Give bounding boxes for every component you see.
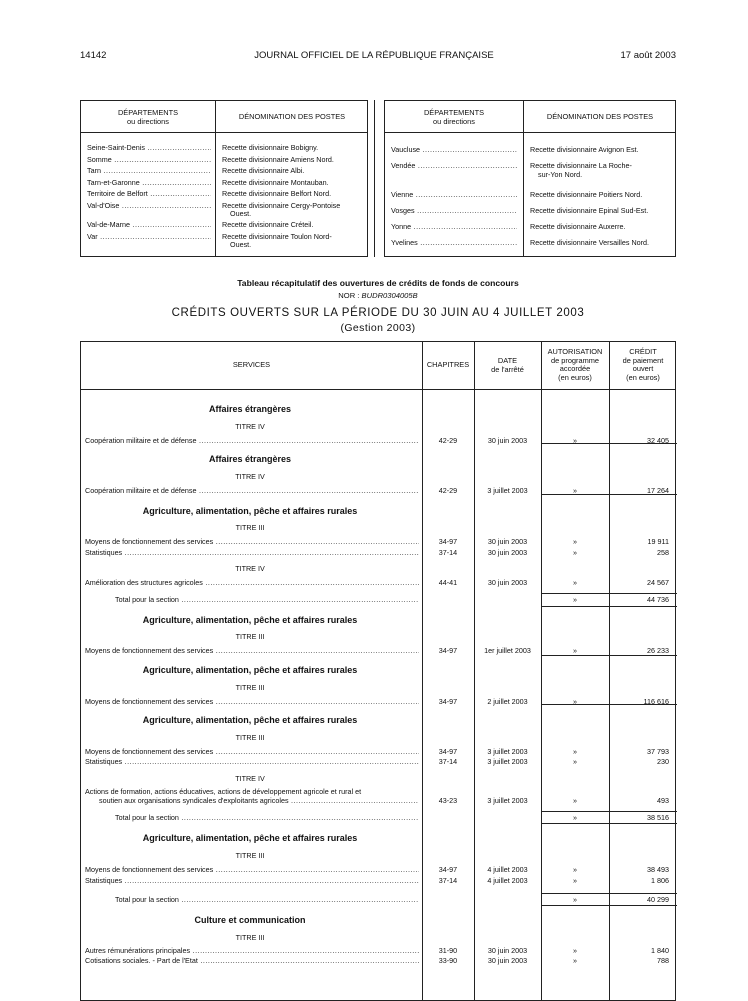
poste-denomination-cont: Ouest. [230, 209, 252, 219]
credit-value: 38 493 [647, 865, 669, 874]
titre-label: TITRE III [235, 632, 265, 641]
service-label: Moyens de fonctionnement des services ..... [85, 698, 419, 707]
autorisation-value: » [573, 486, 577, 495]
credit-value: 258 [657, 548, 669, 557]
main-title: CRÉDITS OUVERTS SUR LA PÉRIODE DU 30 JUIN AU 4 JUILLET 2003 [171, 307, 585, 319]
dept-name: Yonne ..... [391, 223, 517, 232]
poste-denomination: Recette divisionnaire Amiens Nord. [222, 154, 334, 164]
credit-value: 788 [657, 956, 669, 965]
credits-table [80, 341, 676, 1001]
credit-value: 1 806 [651, 876, 669, 885]
poste-denomination: Recette divisionnaire Poitiers Nord. [530, 190, 643, 199]
dept-name: Val-d'Oise ..... [87, 202, 211, 211]
service-label: Statistiques ..... [85, 877, 419, 886]
chapitre-code: 37-14 [438, 548, 458, 557]
section-name: Agriculture, alimentation, pêche et affaires rurales [142, 506, 358, 516]
service-label: Coopération militaire et de défense ..... [85, 437, 419, 446]
autorisation-value: » [573, 865, 577, 874]
poste-denomination: Recette divisionnaire Belfort Nord. [222, 189, 332, 198]
arrete-date: 3 juillet 2003 [487, 757, 528, 766]
chapitres-header: CHAPITRES [426, 360, 470, 369]
service-label: Statistiques ..... [85, 758, 419, 767]
dept-name: Vosges ..... [391, 207, 517, 216]
section-total-label: Total pour la section ..... [115, 596, 419, 605]
chapitre-code: 34-97 [438, 697, 458, 706]
service-label: Autres rémunérations principales ..... [85, 947, 419, 956]
chapitre-code: 34-97 [438, 865, 458, 874]
autorisation-value: » [573, 946, 577, 955]
section-name: Agriculture, alimentation, pêche et affaires rurales [142, 665, 358, 675]
autorisation-value: » [573, 436, 577, 445]
column-divider [374, 100, 375, 257]
recap-title: Tableau récapitulatif des ouvertures de crédits de fonds de concours [237, 278, 519, 288]
section-name: Affaires étrangères [208, 454, 292, 464]
service-label: Moyens de fonctionnement des services ..... [85, 866, 419, 875]
arrete-date: 30 juin 2003 [487, 537, 528, 546]
dept-name: Val-de-Marne ..... [87, 221, 211, 230]
credit-value: 32 405 [647, 436, 669, 445]
titre-label: TITRE III [235, 683, 265, 692]
total-credit: 40 299 [647, 895, 669, 904]
chapitre-code: 34-97 [438, 646, 458, 655]
section-name: Culture et communication [194, 915, 306, 925]
arrete-date: 4 juillet 2003 [487, 876, 528, 885]
section-name: Agriculture, alimentation, pêche et affaires rurales [142, 715, 358, 725]
total-credit: 44 736 [647, 595, 669, 604]
poste-denomination-cont: Ouest. [230, 240, 252, 250]
service-label: Moyens de fonctionnement des services ..... [85, 647, 419, 656]
poste-denomination: Recette divisionnaire Avignon Est. [530, 145, 639, 154]
chapitre-code: 42-29 [438, 436, 458, 445]
titre-label: TITRE IV [235, 774, 265, 783]
total-rule [541, 811, 677, 812]
titre-label: TITRE III [235, 851, 265, 860]
section-total-label: Total pour la section ..... [115, 896, 419, 905]
dept-name: Vienne ..... [391, 191, 517, 200]
services-header: SERVICES [232, 360, 271, 369]
arrete-date: 30 juin 2003 [487, 946, 528, 955]
postes-table-left [80, 100, 368, 257]
section-name: Agriculture, alimentation, pêche et affaires rurales [142, 615, 358, 625]
total-credit: 38 516 [647, 813, 669, 822]
poste-denomination: Recette divisionnaire Bobigny. [222, 143, 319, 152]
poste-denomination: Recette divisionnaire Créteil. [222, 220, 314, 229]
dept-name: Somme ..... [87, 156, 211, 165]
nor-reference: NOR : BUDR0304005B [338, 291, 418, 300]
row-separator [541, 606, 677, 607]
poste-denomination: Recette divisionnaire Toulon Nord- [222, 231, 332, 241]
titre-label: TITRE III [235, 523, 265, 532]
autorisation-value: » [573, 956, 577, 965]
dept-name: Seine-Saint-Denis ..... [87, 144, 211, 153]
service-label: Moyens de fonctionnement des services ..... [85, 538, 419, 547]
postes-table-right [384, 100, 676, 257]
poste-denomination: Recette divisionnaire Cergy-Pontoise [222, 200, 341, 210]
issue-date: 17 août 2003 [620, 50, 676, 61]
poste-denomination: Recette divisionnaire Montauban. [222, 177, 329, 187]
autorisation-value: » [573, 795, 577, 805]
titre-label: TITRE III [235, 733, 265, 742]
arrete-date: 30 juin 2003 [487, 436, 528, 445]
poste-denomination: Recette divisionnaire Epinal Sud-Est. [530, 206, 649, 215]
dept-name: Territoire de Belfort ..... [87, 190, 211, 199]
dept-name: Tarn ..... [87, 167, 211, 176]
autorisation-value: » [573, 697, 577, 706]
autorisation-value: » [573, 747, 577, 756]
autorisation-value: » [573, 646, 577, 655]
total-autorisation: » [573, 813, 577, 822]
chapitre-code: 44-41 [438, 578, 458, 587]
chapitre-code: 43-23 [438, 795, 458, 805]
dept-name: Yvelines ..... [391, 239, 517, 248]
section-name: Agriculture, alimentation, pêche et affaires rurales [142, 833, 358, 843]
total-rule [541, 593, 677, 594]
credit-value: 230 [657, 757, 669, 766]
dept-name: Vendée ..... [391, 162, 517, 171]
section-total-label: Total pour la section ..... [115, 814, 419, 823]
date-header: DATE de l'arrêté [491, 356, 524, 374]
poste-denomination: Recette divisionnaire Versailles Nord. [530, 238, 650, 247]
titre-label: TITRE IV [235, 422, 265, 431]
chapitre-code: 34-97 [438, 537, 458, 546]
arrete-date: 30 juin 2003 [487, 578, 528, 587]
autorisation-value: » [573, 578, 577, 587]
credit-header: CRÉDIT de paiement ouvert (en euros) [622, 347, 664, 382]
credit-value: 1 840 [651, 946, 669, 955]
credit-value: 37 793 [647, 747, 669, 756]
arrete-date: 2 juillet 2003 [487, 697, 528, 706]
autorisation-value: » [573, 537, 577, 546]
autorisation-value: » [573, 757, 577, 766]
row-separator [541, 905, 677, 906]
dept-name: Vaucluse ..... [391, 146, 517, 155]
arrete-date: 3 juillet 2003 [487, 747, 528, 756]
credit-value: 26 233 [647, 646, 669, 655]
service-label: Actions de formation, actions éducatives, actions de développement agricole et rural et [85, 787, 362, 796]
journal-title: JOURNAL OFFICIEL DE LA RÉPUBLIQUE FRANÇAISE [254, 50, 494, 61]
dept-name: Tarn-et-Garonne ..... [87, 179, 211, 188]
credit-value: 17 264 [647, 486, 669, 495]
arrete-date: 30 juin 2003 [487, 548, 528, 557]
chapitre-code: 33-90 [438, 956, 458, 965]
total-rule [541, 893, 677, 894]
service-label: Cotisations sociales. - Part de l'Etat ..... [85, 957, 419, 966]
chapitre-code: 34-97 [438, 747, 458, 756]
autorisation-value: » [573, 548, 577, 557]
page-number: 14142 [80, 50, 107, 61]
chapitre-code: 42-29 [438, 486, 458, 495]
credit-value: 19 911 [647, 537, 669, 546]
total-autorisation: » [573, 595, 577, 604]
col-denom-header: DÉNOMINATION DES POSTES [238, 112, 346, 121]
arrete-date: 3 juillet 2003 [487, 486, 528, 495]
service-label: Statistiques ..... [85, 549, 419, 558]
col-dept-header: DÉPARTEMENTS ou directions [423, 108, 485, 126]
poste-denomination-cont: sur-Yon Nord. [538, 169, 583, 179]
titre-label: TITRE IV [235, 472, 265, 481]
row-separator [541, 823, 677, 824]
chapitre-code: 37-14 [438, 876, 458, 885]
section-name: Affaires étrangères [208, 404, 292, 414]
service-label-cont: soutien aux organisations syndicales d'exploitants agricoles ..... [99, 797, 419, 806]
chapitre-code: 31-90 [438, 946, 458, 955]
credit-value: 116 616 [643, 697, 669, 706]
titre-label: TITRE IV [235, 564, 265, 573]
credit-value: 493 [657, 795, 669, 805]
arrete-date: 30 juin 2003 [487, 956, 528, 965]
chapitre-code: 37-14 [438, 757, 458, 766]
service-label: Amélioration des structures agricoles ..... [85, 579, 419, 588]
credit-value: 24 567 [647, 578, 669, 587]
dept-name: Var ..... [87, 233, 211, 242]
autorisation-value: » [573, 876, 577, 885]
poste-denomination: Recette divisionnaire Auxerre. [530, 222, 626, 231]
col-dept-header: DÉPARTEMENTS ou directions [117, 108, 179, 126]
col-denom-header: DÉNOMINATION DES POSTES [546, 112, 654, 121]
arrete-date: 1er juillet 2003 [484, 646, 531, 655]
total-autorisation: » [573, 895, 577, 904]
poste-denomination: Recette divisionnaire Albi. [222, 166, 305, 175]
arrete-date: 3 juillet 2003 [487, 795, 528, 805]
autorisation-header: AUTORISATION de programme accordée (en euros) [547, 347, 603, 382]
poste-denomination: Recette divisionnaire La Roche- [530, 161, 632, 170]
gestion-year: (Gestion 2003) [340, 322, 416, 334]
titre-label: TITRE III [235, 933, 265, 942]
arrete-date: 4 juillet 2003 [487, 865, 528, 874]
service-label: Coopération militaire et de défense ..... [85, 487, 419, 496]
service-label: Moyens de fonctionnement des services ..... [85, 748, 419, 757]
